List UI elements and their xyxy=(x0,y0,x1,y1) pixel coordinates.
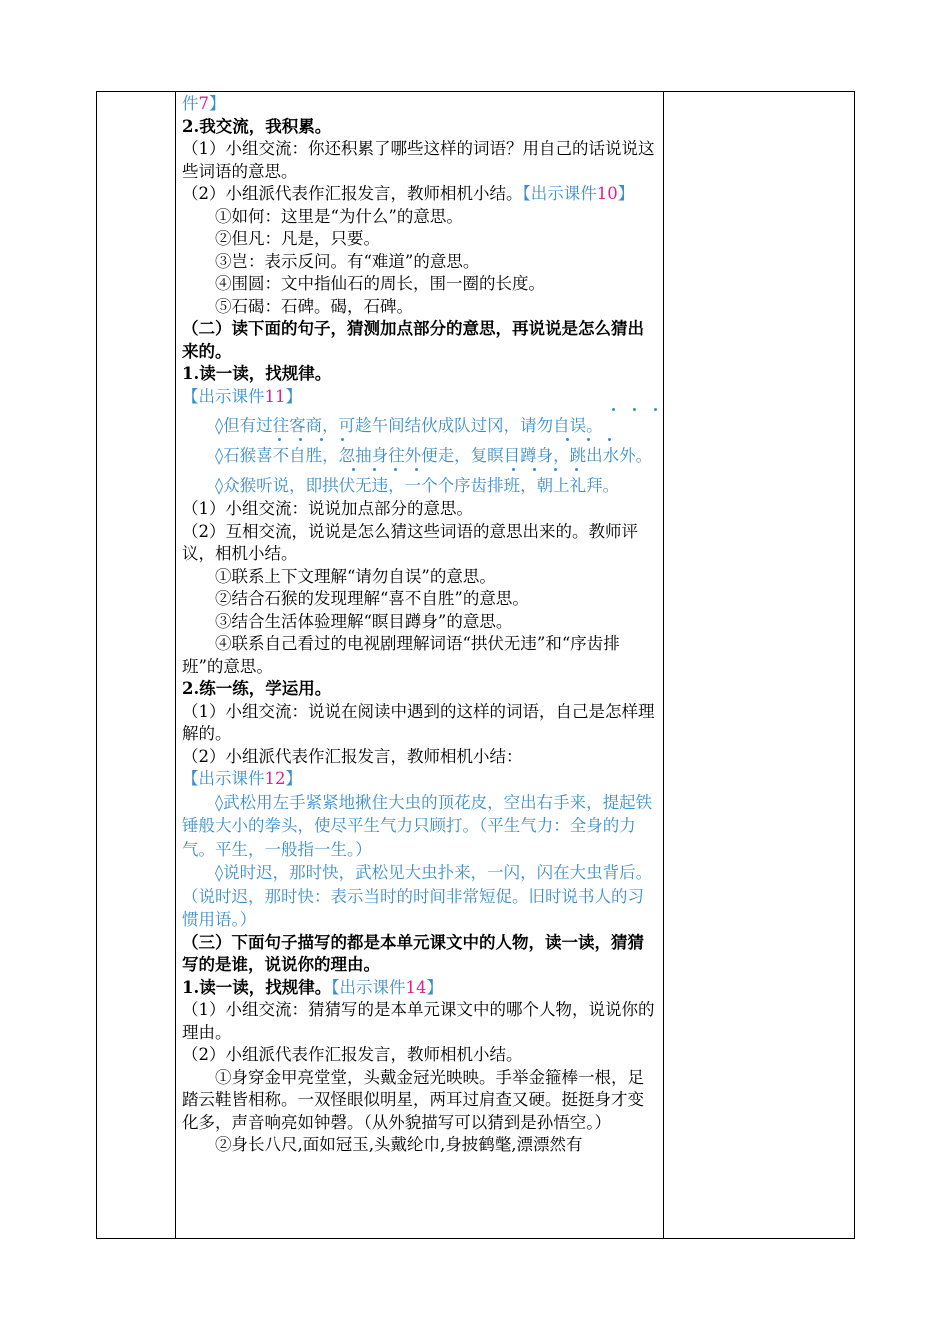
table-column-divider-right xyxy=(663,92,664,1238)
paragraph: （1）小组交流：说说在阅读中遇到的这样的词语，自己是怎样理解的。 xyxy=(182,701,655,743)
courseware-tag: 【出示课件12】 xyxy=(182,769,302,788)
list-item: ⑤石碣：石碑。碣，石碑。 xyxy=(215,296,413,316)
list-item: ③岂：表示反问。有“难道”的意思。 xyxy=(215,251,480,271)
emphasis-dots xyxy=(182,468,660,474)
emphasis-dots xyxy=(182,438,660,444)
line: 件7】 xyxy=(182,94,226,113)
paragraph: （2）小组派代表作汇报发言，教师相机小结。【出示课件10】 xyxy=(182,184,635,203)
table-column-divider-left xyxy=(175,92,176,1238)
paragraph: （2）小组派代表作汇报发言，教师相机小结。 xyxy=(182,1045,523,1064)
paragraph: ①身穿金甲亮堂堂，头戴金冠光映映。手举金箍棒一根，足踏云鞋皆相称。一双怪眼似明星，两耳过肩查又硬。挺挺身才变化多，声音响亮如钟磬。（从外貌描写可以猜到是孙悟空。） xyxy=(182,1067,644,1132)
subsection-heading: 1.读一读，找规律。 xyxy=(182,364,332,383)
example-sentence: ◊武松用左手紧紧地揪住大虫的顶花皮，空出右手来，提起铁锤般大小的拳头，使尽平生气力只顾打。（平生气力：全身的力气。平生，一般指一生。） xyxy=(182,792,653,859)
emphasis-dots xyxy=(182,408,660,414)
paragraph: （1）小组交流：说说加点部分的意思。 xyxy=(182,499,473,518)
example-sentence: ◊说时迟，那时快，武松见大虫扑来，一闪，闪在大虫背后。（说时迟，那时快：表示当时的时间非常短促。旧时说书人的习惯用语。） xyxy=(182,863,653,929)
example-sentence: ◊但有过往客商，可趁午间结伙成队过冈，请勿自误。 xyxy=(215,416,603,435)
list-item: ④联系自己看过的电视剧理解词语“拱伏无违”和“序齿排班”的意思。 xyxy=(182,634,620,676)
list-item: ②结合石猴的发现理解“喜不自胜”的意思。 xyxy=(215,589,529,608)
section-heading: （二）读下面的句子，猜测加点部分的意思，再说说是怎么猜出来的。 xyxy=(182,319,644,361)
section-heading: （三）下面句子描写的都是本单元课文中的人物，读一读，猜猜写的是谁，说说你的理由。 xyxy=(182,932,644,974)
list-item: ②但凡：凡是，只要。 xyxy=(215,229,380,248)
paragraph: （1）小组交流：你还积累了哪些这样的词语？用自己的话说说这些词语的意思。 xyxy=(182,139,655,181)
lesson-content xyxy=(182,93,660,1157)
list-item: ①联系上下文理解“请勿自误”的意思。 xyxy=(215,566,496,586)
paragraph: ②身长八尺,面如冠玉,头戴纶巾,身披鹤氅,漂漂然有 xyxy=(215,1135,583,1154)
example-sentence: ◊石猴喜不自胜，忽抽身往外便走，复瞑目蹲身，跳出水外。 xyxy=(215,446,653,465)
paragraph: （2）小组派代表作汇报发言，教师相机小结： xyxy=(182,746,523,766)
courseware-tag: 【出示课件11】 xyxy=(182,386,302,406)
list-item: ①如何：这里是“为什么”的意思。 xyxy=(215,206,463,226)
paragraph: （2）互相交流，说说是怎么猜这些词语的意思出来的。教师评议，相机小结。 xyxy=(182,521,638,563)
list-item: ④围圆：文中指仙石的周长，围一圈的长度。 xyxy=(215,274,545,293)
subsection-heading: 1.读一读，找规律。【出示课件14】 xyxy=(182,977,443,997)
section-heading: 2.我交流，我积累。 xyxy=(182,116,332,136)
example-sentence: ◊众猴听说，即拱伏无违，一个个序齿排班，朝上礼拜。 xyxy=(215,476,620,495)
subsection-heading: 2.练一练，学运用。 xyxy=(182,679,332,698)
list-item: ③结合生活体验理解“瞑目蹲身”的意思。 xyxy=(215,611,513,631)
paragraph: （1）小组交流：猜猜写的是本单元课文中的哪个人物，说说你的理由。 xyxy=(182,1000,655,1042)
